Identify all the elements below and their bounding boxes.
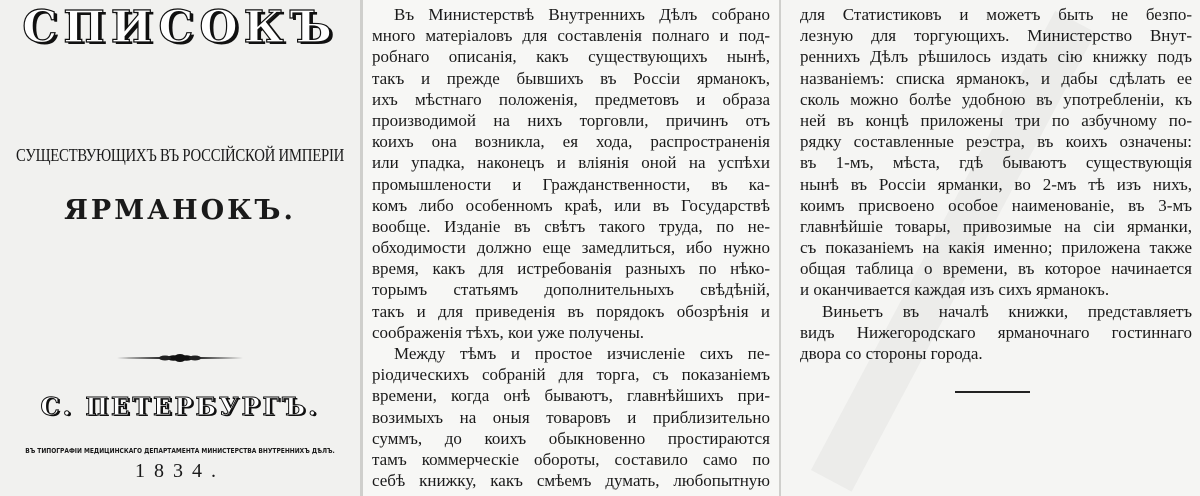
- text-line: названіемъ: списка ярманокъ, и дабы сдѣлать ее: [800, 68, 1192, 88]
- text-line: Въ Министерствѣ Внутреннихъ Дѣлъ собрано: [394, 5, 770, 24]
- preface-page-right: [781, 0, 1200, 496]
- text-line: ріодическихъ собраній для торга, съ показаніемъ: [372, 365, 770, 385]
- text-line: въ 1-мъ, мѣста, гдѣ бываютъ существующія: [800, 153, 1192, 173]
- ornament-divider-icon: [0, 351, 360, 370]
- text-line: сколь можно болѣе удобною въ употребленіи, къ: [800, 89, 1192, 109]
- text-line: ней въ концѣ приложены три по азбучному по-: [800, 110, 1192, 130]
- book-subtitle: СУЩЕСТВУЮЩИХЪ ВЪ РОССІЙСКОЙ ИМПЕРІИ: [15, 145, 345, 165]
- text-line: такъ и для приведенія въ порядокъ обозрѣнія и: [372, 301, 770, 321]
- end-rule: [955, 391, 1030, 393]
- text-line: коихъ она возникла, ея хода, распространенія: [372, 132, 770, 152]
- text-line: рядку составленные реэстра, въ коихъ означены:: [800, 132, 1192, 152]
- text-line: реннихъ Дѣлъ рѣшилось издать сію книжку подъ: [800, 47, 1192, 67]
- text-line: главнѣйшіе товары, привозимые на сіи ярманки,: [800, 216, 1192, 236]
- preface-column-left: [372, 4, 770, 491]
- title-page: [0, 0, 360, 496]
- text-line: себѣ книжку, какъ смѣемъ думать, любопытную: [372, 471, 770, 491]
- book-title-word: ЯРМАНОКЪ.: [64, 195, 296, 226]
- text-line: Между тѣмъ и простое изчисленіе сихъ пе-: [394, 344, 770, 363]
- text-line: съ показаніемъ на какія именно; приложена также: [800, 238, 1192, 258]
- text-line: производимой на нихъ торговли, причинъ отъ: [372, 110, 770, 130]
- text-line: и оканчивается каждая изъ сихъ ярманокъ.: [800, 280, 1110, 300]
- text-line: робнаго описанія, какъ существующихъ нынѣ,: [372, 47, 770, 67]
- text-line: ихъ мѣстнаго положенія, предметовъ и образа: [372, 89, 770, 109]
- printer-imprint: ВЪ ТИПОГРАФІИ МЕДИЦИНСКАГО ДЕПАРТАМЕНТА МИНИСТЕРСТВА ВНУТРЕННИХЪ ДѢЛЪ.: [25, 446, 335, 455]
- text-line: для Статистиковъ и можетъ быть не безпо-: [800, 5, 1192, 24]
- text-line: нынѣ въ Россіи ярманки, во 2-мъ тѣ изъ нихъ,: [800, 174, 1192, 194]
- text-line: двора со стороны города.: [800, 344, 983, 363]
- text-line: лезную для торгующихъ. Министерство Внут-: [800, 26, 1192, 46]
- text-line: обходимости должно еще замедлиться, ибо нужно: [372, 238, 770, 258]
- publication-city: С. ПЕТЕРБУРГЪ.: [40, 392, 320, 421]
- text-line: возимыхъ на оныя товаровъ и приблизительно: [372, 407, 770, 427]
- preface-page-left: [363, 0, 779, 496]
- text-line: промышлености и Гражданственности, въ ка-: [372, 174, 770, 194]
- text-line: такъ и прежде бывшихъ въ Россіи ярманокъ,: [372, 68, 770, 88]
- book-title: СПИСОКЪ: [22, 2, 338, 53]
- publication-year: 1834.: [135, 460, 225, 482]
- text-line: общая таблица о времени, въ которое начинается: [800, 259, 1192, 279]
- text-line: соображенія тѣхъ, кои уже получены.: [372, 322, 645, 342]
- text-line: комъ либо особенномъ краѣ, или въ Государствѣ: [372, 195, 770, 215]
- text-line: или упадка, наконецъ и вліянія оной на успѣхи: [372, 153, 770, 173]
- text-line: время, какъ для истребованія разныхъ по нѣко-: [372, 259, 770, 279]
- text-line: вообще. Изданіе въ свѣтъ такого труда, по не-: [372, 216, 770, 236]
- text-line: видъ Нижегородскаго ярманочнаго гостиннаго: [800, 322, 1192, 342]
- text-line: Виньетъ въ началѣ книжки, представляетъ: [822, 301, 1192, 321]
- text-line: суммъ, до коихъ обыкновенно простираются: [372, 428, 770, 448]
- text-line: много матеріаловъ для составленія полнаго и под-: [372, 26, 770, 46]
- preface-column-right: [800, 4, 1192, 364]
- text-line: торымъ статьямъ дополнительныхъ свѣдѣній,: [372, 280, 770, 300]
- text-line: тамъ коммерческіе обороты, составило само по: [372, 449, 770, 469]
- text-line: коимъ присвоено особое наименованіе, въ 3-мъ: [800, 195, 1192, 215]
- text-line: времени, когда онѣ бываютъ, главнѣйшихъ при-: [372, 386, 770, 406]
